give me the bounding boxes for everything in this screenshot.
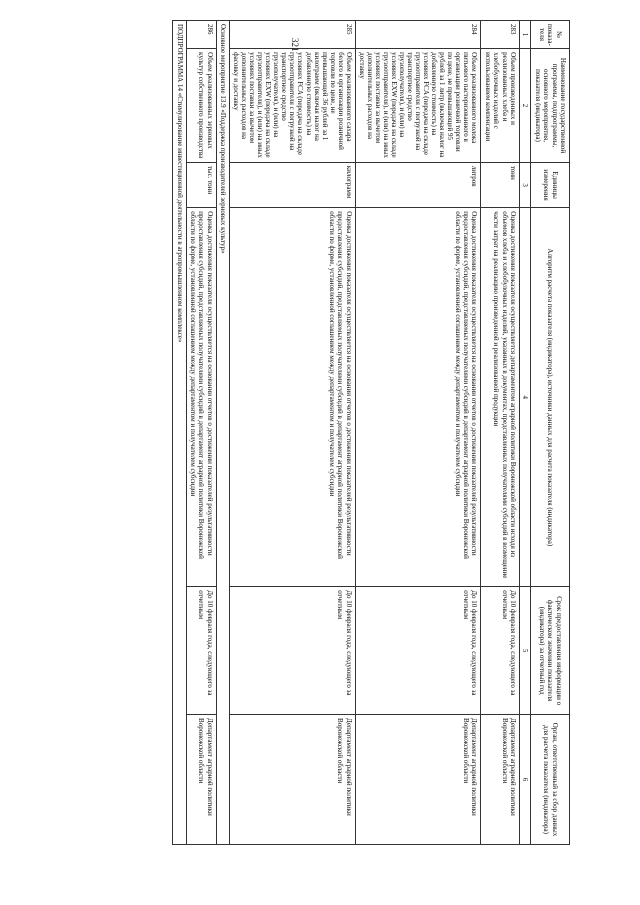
- table-row: [230, 21, 356, 845]
- algorithm: Оценка достижения показателя осуществляется на основании отчетов о достижении показателей результативности предоставления субсидий, представляемых получателями субсидий в департамент аграрной политики Воронежской области по форме, установленной соглашением между департаментом и получателем субсидии: [186, 208, 216, 587]
- algorithm: Оценка достижения показателя осуществляется на основании отчетов о достижении показателей результативности предоставления субсидий, представляемых получателями субсидий в департамент аграрной политики Воронежской области по форме, установленной соглашением между департаментом и получателем субсидии: [230, 208, 356, 587]
- report-term: До 10 февраля года, следующего за отчетным: [355, 587, 481, 715]
- column-number: 5: [520, 587, 531, 715]
- column-number: 2: [520, 49, 531, 163]
- algorithm: Оценка достижения показателя осуществляется на основании отчетов о достижении показателей результативности предоставления субсидий, представляемых получателями субсидий в департамент аграрной политики Воронежской области по форме, установленной соглашением между департаментом и получателем субсидии: [355, 208, 481, 587]
- header-name: Наименование государственной программы, подпрограммы, основного мероприятия, показателя (индикатора): [531, 49, 570, 163]
- header-organ: Орган, ответственный за сбор данных для расчета показателя (индикатора): [531, 715, 570, 845]
- header-row: [531, 21, 570, 845]
- row-number: 284: [355, 21, 481, 49]
- header-unit: Единицы измерения: [531, 162, 570, 207]
- table-row: [481, 21, 520, 845]
- page-number: 321: [290, 38, 300, 52]
- responsible-organ: Департамент аграрной политики Воронежской области: [355, 715, 481, 845]
- header-num: № показа-теля: [531, 21, 570, 49]
- row-number: 283: [481, 21, 520, 49]
- indicator-table-sheet: [40, 20, 570, 845]
- column-number-row: [520, 21, 531, 845]
- header-term: Срок предоставления информации о фактическом значении показателя (индикатора) за отчетный год: [531, 587, 570, 715]
- indicator-name: Объем реализованного молока питьевого пастеризованного в организации розничной торговли по цене, не превышающей 95 рублей за 1 литр (включая налог на добавленную стоимость) на условиях FCA (передача на складе грузоотправителя с погрузкой на транспортное средство грузополучателя), и (или) на условиях EXW (передача на складе грузоотправителя), и (или) на иных условиях поставки за вычетом дополнительных расходов на доставку: [355, 49, 481, 163]
- algorithm: Оценка достижения показателя осуществляется департаментом аграрной политики Воронежской области исходя из объемов хлеба и хлебобулочных изделий, указанных в документах, представленных получателями субсидий в возмещение части затрат на реализацию произведенной и реализованной продукции: [481, 208, 520, 587]
- indicator-table: [172, 20, 570, 845]
- responsible-organ: Департамент аграрной политики Воронежской области: [230, 715, 356, 845]
- row-number: 286: [186, 21, 216, 49]
- indicator-name: Объем реализованных зерновых культур собственного производства: [186, 49, 216, 163]
- column-number: 3: [520, 162, 531, 207]
- column-number: 6: [520, 715, 531, 845]
- unit: тонн: [481, 162, 520, 207]
- section-row-subprogram: [173, 21, 186, 845]
- indicator-name: Объем реализованного сахара белого в организации розничной торговли по цене, не превышающей 36 рублей за 1 килограмм (включая налог на добавленную стоимость) на условиях FCA (передача на складе грузоотправителя с погрузкой на транспортное средство грузополучателя), и (или) на условиях EXW (передача на складе грузоотправителя), и (или) на иных условиях поставки за вычетом дополнительных расходов на фасовку и доставку: [230, 49, 356, 163]
- report-term: До 10 февраля года, следующего за отчетным: [230, 587, 356, 715]
- indicator-name: Объем произведенных и реализованных хлеба и хлебобулочных изделий с использованием компенсации: [481, 49, 520, 163]
- table-row: [186, 21, 216, 845]
- row-number: 285: [230, 21, 356, 49]
- responsible-organ: Департамент аграрной политики Воронежской области: [481, 715, 520, 845]
- section-event-title: Основное мероприятие 13.9 «Поддержка производителей зерновых культур»: [216, 21, 229, 845]
- table-row: [355, 21, 481, 845]
- unit: литров: [355, 162, 481, 207]
- report-term: До 10 февраля года, следующего за отчетным: [481, 587, 520, 715]
- section-row-event: [216, 21, 229, 845]
- unit: тыс. тонн: [186, 162, 216, 207]
- report-term: До 10 февраля года, следующего за отчетным: [186, 587, 216, 715]
- section-subprogram-title: ПОДПРОГРАММА 14 «Стимулирование инвестиционной деятельности в агропромышленном комплексе»: [173, 21, 186, 845]
- responsible-organ: Департамент аграрной политики Воронежской области: [186, 715, 216, 845]
- column-number: 4: [520, 208, 531, 587]
- column-number: 1: [520, 21, 531, 49]
- unit: килограмм: [230, 162, 356, 207]
- header-algorithm: Алгоритм расчета показателя (индикатора), источники данных для расчета показателя (индикатора): [531, 208, 570, 587]
